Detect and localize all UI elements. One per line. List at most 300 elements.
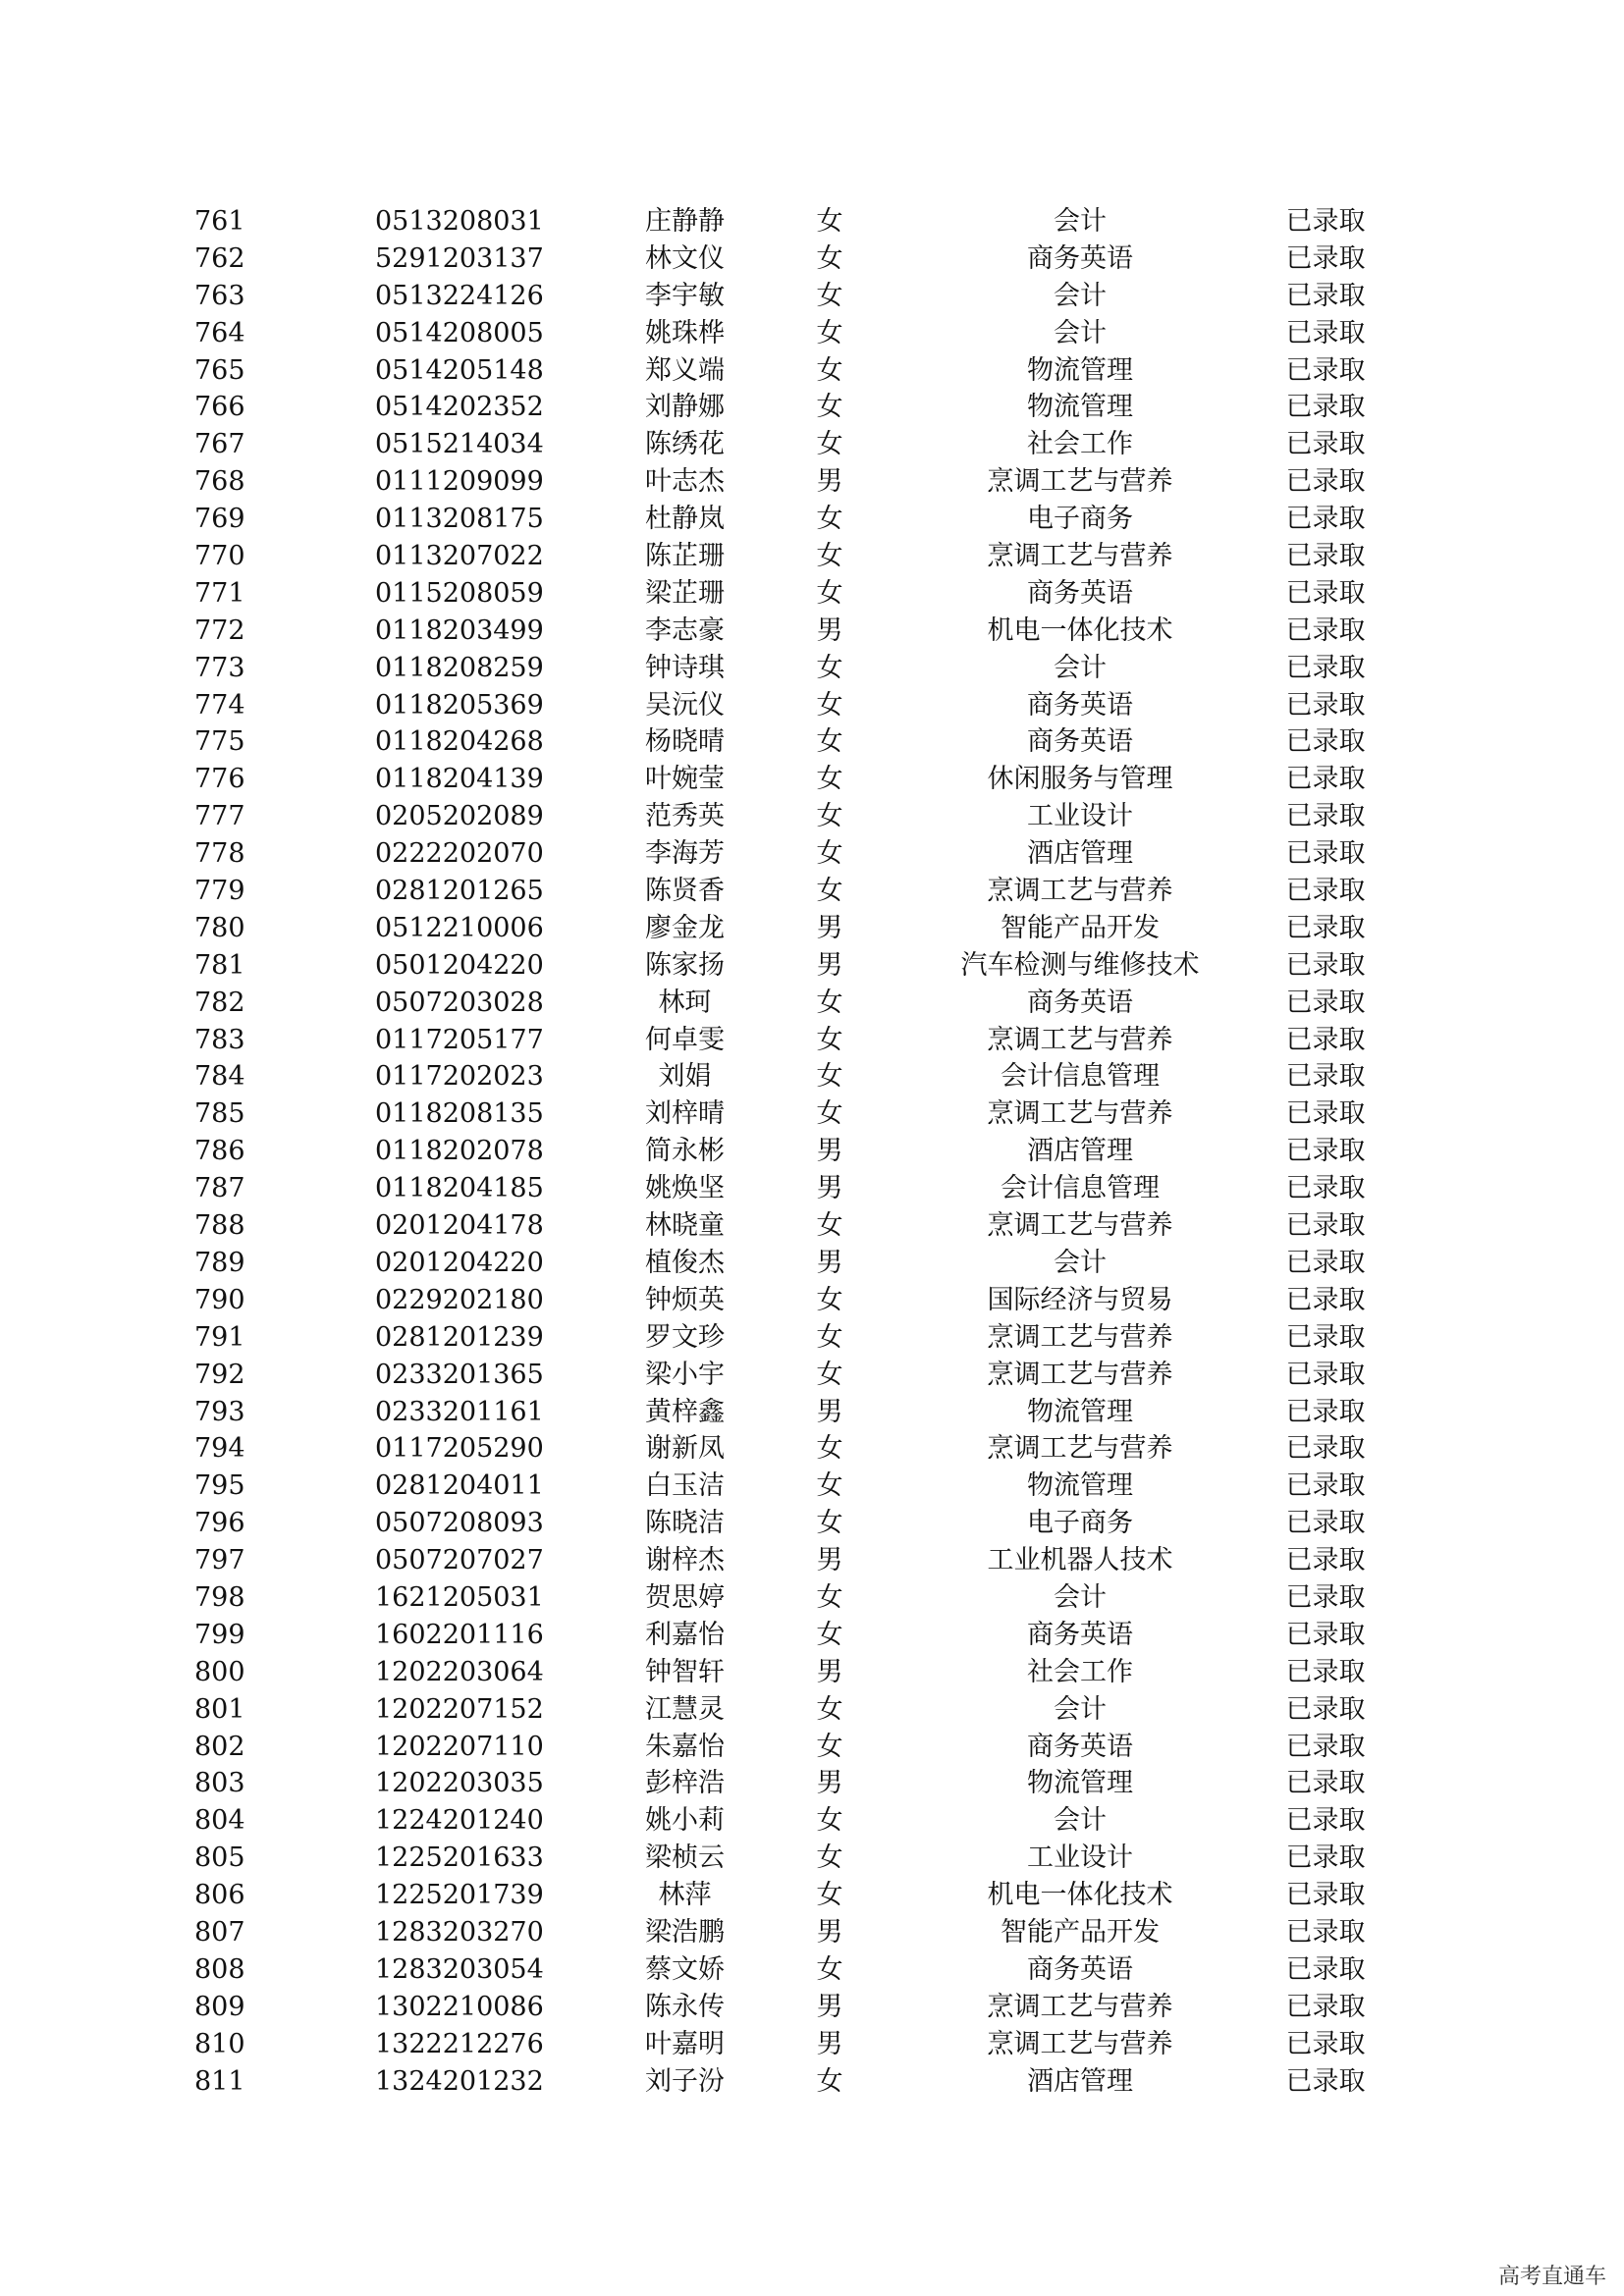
candidate-id: 0515214034 bbox=[375, 429, 544, 460]
student-name: 李宇敏 bbox=[645, 280, 725, 311]
admission-status: 已录取 bbox=[1285, 838, 1366, 870]
table-row bbox=[0, 2026, 1624, 2063]
student-name: 何卓雯 bbox=[645, 1024, 725, 1055]
gender: 女 bbox=[816, 1805, 843, 1837]
major-name: 电子商务 bbox=[1027, 504, 1133, 535]
student-name: 黄梓鑫 bbox=[645, 1396, 725, 1427]
gender: 男 bbox=[816, 1136, 843, 1167]
admission-status: 已录取 bbox=[1285, 429, 1366, 460]
admission-status: 已录取 bbox=[1285, 1321, 1366, 1353]
candidate-id: 0281204011 bbox=[375, 1470, 544, 1502]
row-number: 766 bbox=[194, 392, 245, 423]
gender: 女 bbox=[816, 392, 843, 423]
table-row bbox=[0, 723, 1624, 761]
table-row bbox=[0, 240, 1624, 278]
major-name: 商务英语 bbox=[1027, 1953, 1133, 1985]
admission-status: 已录取 bbox=[1285, 2028, 1366, 2059]
student-name: 江慧灵 bbox=[645, 1693, 725, 1725]
admission-status: 已录取 bbox=[1285, 764, 1366, 795]
gender: 男 bbox=[816, 912, 843, 943]
admission-status: 已录取 bbox=[1285, 242, 1366, 274]
student-name: 贺思婷 bbox=[645, 1581, 725, 1613]
candidate-id: 0281201239 bbox=[375, 1321, 544, 1353]
gender: 女 bbox=[816, 504, 843, 535]
gender: 女 bbox=[816, 764, 843, 795]
row-number: 793 bbox=[194, 1396, 245, 1427]
major-name: 烹调工艺与营养 bbox=[987, 466, 1173, 498]
row-number: 794 bbox=[194, 1433, 245, 1465]
table-row bbox=[0, 1802, 1624, 1840]
row-number: 774 bbox=[194, 689, 245, 721]
row-number: 772 bbox=[194, 614, 245, 646]
student-name: 植俊杰 bbox=[645, 1247, 725, 1278]
candidate-id: 1225201633 bbox=[375, 1842, 544, 1874]
candidate-id: 5291203137 bbox=[375, 242, 544, 274]
student-name: 刘娟 bbox=[658, 1061, 712, 1093]
row-number: 808 bbox=[194, 1953, 245, 1985]
table-row bbox=[0, 315, 1624, 352]
table-row bbox=[0, 1840, 1624, 1877]
student-name: 彭梓浩 bbox=[645, 1768, 725, 1799]
row-number: 777 bbox=[194, 801, 245, 832]
row-number: 778 bbox=[194, 838, 245, 870]
admission-status: 已录取 bbox=[1285, 1953, 1366, 1985]
candidate-id: 0281201265 bbox=[375, 876, 544, 907]
major-name: 烹调工艺与营养 bbox=[987, 1991, 1173, 2022]
candidate-id: 1225201739 bbox=[375, 1880, 544, 1911]
row-number: 797 bbox=[194, 1545, 245, 1576]
row-number: 804 bbox=[194, 1805, 245, 1837]
row-number: 767 bbox=[194, 429, 245, 460]
gender: 女 bbox=[816, 429, 843, 460]
row-number: 809 bbox=[194, 1991, 245, 2022]
table-row bbox=[0, 1505, 1624, 1542]
admission-status: 已录取 bbox=[1285, 1098, 1366, 1130]
gender: 女 bbox=[816, 1693, 843, 1725]
major-name: 会计信息管理 bbox=[1001, 1173, 1160, 1204]
candidate-id: 0111209099 bbox=[375, 466, 544, 498]
row-number: 764 bbox=[194, 317, 245, 348]
student-name: 利嘉怡 bbox=[645, 1619, 725, 1650]
admission-status: 已录取 bbox=[1285, 987, 1366, 1018]
major-name: 会计 bbox=[1054, 317, 1107, 348]
table-row bbox=[0, 947, 1624, 985]
admission-list-table bbox=[0, 203, 1624, 2100]
major-name: 会计 bbox=[1054, 1247, 1107, 1278]
candidate-id: 0514202352 bbox=[375, 392, 544, 423]
table-row bbox=[0, 501, 1624, 538]
admission-status: 已录取 bbox=[1285, 1581, 1366, 1613]
gender: 男 bbox=[816, 949, 843, 981]
gender: 女 bbox=[816, 1284, 843, 1315]
student-name: 朱嘉怡 bbox=[645, 1731, 725, 1762]
table-row bbox=[0, 203, 1624, 240]
major-name: 社会工作 bbox=[1027, 1656, 1133, 1687]
major-name: 商务英语 bbox=[1027, 242, 1133, 274]
table-row bbox=[0, 538, 1624, 575]
gender: 女 bbox=[816, 1061, 843, 1093]
row-number: 775 bbox=[194, 726, 245, 758]
row-number: 806 bbox=[194, 1880, 245, 1911]
admission-status: 已录取 bbox=[1285, 317, 1366, 348]
candidate-id: 0513208031 bbox=[375, 206, 544, 237]
admission-status: 已录取 bbox=[1285, 912, 1366, 943]
row-number: 802 bbox=[194, 1731, 245, 1762]
candidate-id: 0118208259 bbox=[375, 652, 544, 683]
table-row bbox=[0, 1245, 1624, 1282]
gender: 女 bbox=[816, 838, 843, 870]
row-number: 790 bbox=[194, 1284, 245, 1315]
row-number: 800 bbox=[194, 1656, 245, 1687]
student-name: 陈家扬 bbox=[645, 949, 725, 981]
gender: 女 bbox=[816, 1470, 843, 1502]
student-name: 林晓童 bbox=[645, 1210, 725, 1242]
table-row bbox=[0, 1357, 1624, 1394]
gender: 女 bbox=[816, 1210, 843, 1242]
row-number: 785 bbox=[194, 1098, 245, 1130]
major-name: 休闲服务与管理 bbox=[987, 764, 1173, 795]
table-row bbox=[0, 1729, 1624, 1766]
major-name: 物流管理 bbox=[1027, 392, 1133, 423]
candidate-id: 0115208059 bbox=[375, 577, 544, 609]
table-row bbox=[0, 1914, 1624, 1951]
gender: 男 bbox=[816, 1396, 843, 1427]
major-name: 酒店管理 bbox=[1027, 838, 1133, 870]
row-number: 807 bbox=[194, 1916, 245, 1948]
major-name: 会计 bbox=[1054, 1693, 1107, 1725]
gender: 女 bbox=[816, 1433, 843, 1465]
candidate-id: 0201204178 bbox=[375, 1210, 544, 1242]
table-row bbox=[0, 1394, 1624, 1431]
gender: 女 bbox=[816, 726, 843, 758]
candidate-id: 0512210006 bbox=[375, 912, 544, 943]
student-name: 钟诗琪 bbox=[645, 652, 725, 683]
major-name: 物流管理 bbox=[1027, 1396, 1133, 1427]
student-name: 钟烦英 bbox=[645, 1284, 725, 1315]
gender: 男 bbox=[816, 1916, 843, 1948]
admission-status: 已录取 bbox=[1285, 1433, 1366, 1465]
major-name: 社会工作 bbox=[1027, 429, 1133, 460]
admission-status: 已录取 bbox=[1285, 1656, 1366, 1687]
admission-status: 已录取 bbox=[1285, 1805, 1366, 1837]
admission-status: 已录取 bbox=[1285, 280, 1366, 311]
candidate-id: 1202203035 bbox=[375, 1768, 544, 1799]
admission-status: 已录取 bbox=[1285, 1210, 1366, 1242]
table-row bbox=[0, 873, 1624, 910]
student-name: 谢新凤 bbox=[645, 1433, 725, 1465]
table-row bbox=[0, 1765, 1624, 1802]
candidate-id: 0514205148 bbox=[375, 354, 544, 386]
candidate-id: 0233201161 bbox=[375, 1396, 544, 1427]
row-number: 765 bbox=[194, 354, 245, 386]
major-name: 工业设计 bbox=[1027, 801, 1133, 832]
admission-status: 已录取 bbox=[1285, 1768, 1366, 1799]
candidate-id: 1224201240 bbox=[375, 1805, 544, 1837]
candidate-id: 0113208175 bbox=[375, 504, 544, 535]
student-name: 陈贤香 bbox=[645, 876, 725, 907]
row-number: 787 bbox=[194, 1173, 245, 1204]
candidate-id: 0513224126 bbox=[375, 280, 544, 311]
table-row bbox=[0, 650, 1624, 687]
table-row bbox=[0, 1654, 1624, 1691]
row-number: 803 bbox=[194, 1768, 245, 1799]
row-number: 762 bbox=[194, 242, 245, 274]
major-name: 烹调工艺与营养 bbox=[987, 1359, 1173, 1390]
candidate-id: 1621205031 bbox=[375, 1581, 544, 1613]
gender: 女 bbox=[816, 317, 843, 348]
student-name: 林萍 bbox=[658, 1880, 712, 1911]
major-name: 机电一体化技术 bbox=[987, 614, 1173, 646]
major-name: 物流管理 bbox=[1027, 1768, 1133, 1799]
student-name: 杨晓晴 bbox=[645, 726, 725, 758]
student-name: 林文仪 bbox=[645, 242, 725, 274]
table-row bbox=[0, 1170, 1624, 1207]
gender: 女 bbox=[816, 206, 843, 237]
table-row bbox=[0, 687, 1624, 724]
major-name: 物流管理 bbox=[1027, 1470, 1133, 1502]
candidate-id: 0118205369 bbox=[375, 689, 544, 721]
gender: 女 bbox=[816, 801, 843, 832]
table-row bbox=[0, 278, 1624, 315]
row-number: 783 bbox=[194, 1024, 245, 1055]
row-number: 776 bbox=[194, 764, 245, 795]
table-row bbox=[0, 1579, 1624, 1617]
student-name: 谢梓杰 bbox=[645, 1545, 725, 1576]
student-name: 刘梓晴 bbox=[645, 1098, 725, 1130]
gender: 女 bbox=[816, 689, 843, 721]
major-name: 商务英语 bbox=[1027, 689, 1133, 721]
gender: 女 bbox=[816, 280, 843, 311]
gender: 女 bbox=[816, 652, 843, 683]
admission-status: 已录取 bbox=[1285, 1173, 1366, 1204]
admission-status: 已录取 bbox=[1285, 1136, 1366, 1167]
student-name: 陈永传 bbox=[645, 1991, 725, 2022]
candidate-id: 0113207022 bbox=[375, 541, 544, 572]
candidate-id: 1202203064 bbox=[375, 1656, 544, 1687]
student-name: 李海芳 bbox=[645, 838, 725, 870]
student-name: 刘子汾 bbox=[645, 2065, 725, 2097]
student-name: 叶嘉明 bbox=[645, 2028, 725, 2059]
candidate-id: 0205202089 bbox=[375, 801, 544, 832]
table-row bbox=[0, 910, 1624, 947]
table-row bbox=[0, 761, 1624, 798]
row-number: 810 bbox=[194, 2028, 245, 2059]
candidate-id: 0118204185 bbox=[375, 1173, 544, 1204]
table-row bbox=[0, 613, 1624, 650]
admission-status: 已录取 bbox=[1285, 1693, 1366, 1725]
gender: 女 bbox=[816, 1880, 843, 1911]
gender: 女 bbox=[816, 577, 843, 609]
table-row bbox=[0, 1617, 1624, 1654]
candidate-id: 0501204220 bbox=[375, 949, 544, 981]
row-number: 771 bbox=[194, 577, 245, 609]
major-name: 烹调工艺与营养 bbox=[987, 1210, 1173, 1242]
admission-status: 已录取 bbox=[1285, 577, 1366, 609]
candidate-id: 1324201232 bbox=[375, 2065, 544, 2097]
major-name: 智能产品开发 bbox=[1001, 1916, 1160, 1948]
candidate-id: 0222202070 bbox=[375, 838, 544, 870]
student-name: 陈芷珊 bbox=[645, 541, 725, 572]
admission-status: 已录取 bbox=[1285, 1470, 1366, 1502]
major-name: 烹调工艺与营养 bbox=[987, 1433, 1173, 1465]
major-name: 酒店管理 bbox=[1027, 1136, 1133, 1167]
student-name: 梁浩鹏 bbox=[645, 1916, 725, 1948]
table-row bbox=[0, 1691, 1624, 1729]
admission-status: 已录取 bbox=[1285, 689, 1366, 721]
admission-status: 已录取 bbox=[1285, 2065, 1366, 2097]
gender: 女 bbox=[816, 876, 843, 907]
admission-status: 已录取 bbox=[1285, 206, 1366, 237]
major-name: 工业机器人技术 bbox=[987, 1545, 1173, 1576]
candidate-id: 0118202078 bbox=[375, 1136, 544, 1167]
admission-status: 已录取 bbox=[1285, 949, 1366, 981]
row-number: 770 bbox=[194, 541, 245, 572]
admission-status: 已录取 bbox=[1285, 1842, 1366, 1874]
student-name: 吴沅仪 bbox=[645, 689, 725, 721]
admission-status: 已录取 bbox=[1285, 1247, 1366, 1278]
student-name: 李志豪 bbox=[645, 614, 725, 646]
candidate-id: 0507203028 bbox=[375, 987, 544, 1018]
gender: 男 bbox=[816, 2028, 843, 2059]
candidate-id: 0118208135 bbox=[375, 1098, 544, 1130]
row-number: 784 bbox=[194, 1061, 245, 1093]
major-name: 商务英语 bbox=[1027, 726, 1133, 758]
watermark-text: 高考直通车 bbox=[1497, 2265, 1606, 2289]
candidate-id: 1283203054 bbox=[375, 1953, 544, 1985]
gender: 女 bbox=[816, 1024, 843, 1055]
row-number: 801 bbox=[194, 1693, 245, 1725]
table-row bbox=[0, 2063, 1624, 2101]
gender: 男 bbox=[816, 614, 843, 646]
major-name: 工业设计 bbox=[1027, 1842, 1133, 1874]
row-number: 779 bbox=[194, 876, 245, 907]
row-number: 798 bbox=[194, 1581, 245, 1613]
student-name: 梁小宇 bbox=[645, 1359, 725, 1390]
student-name: 林珂 bbox=[658, 987, 712, 1018]
major-name: 商务英语 bbox=[1027, 987, 1133, 1018]
gender: 女 bbox=[816, 1731, 843, 1762]
table-row bbox=[0, 1542, 1624, 1579]
major-name: 会计 bbox=[1054, 1805, 1107, 1837]
admission-status: 已录取 bbox=[1285, 1991, 1366, 2022]
student-name: 白玉洁 bbox=[645, 1470, 725, 1502]
student-name: 杜静岚 bbox=[645, 504, 725, 535]
gender: 女 bbox=[816, 354, 843, 386]
table-row bbox=[0, 389, 1624, 426]
table-row bbox=[0, 352, 1624, 390]
candidate-id: 0507208093 bbox=[375, 1508, 544, 1539]
student-name: 梁桢云 bbox=[645, 1842, 725, 1874]
table-row bbox=[0, 1282, 1624, 1319]
candidate-id: 1302210086 bbox=[375, 1991, 544, 2022]
student-name: 范秀英 bbox=[645, 801, 725, 832]
gender: 女 bbox=[816, 1953, 843, 1985]
student-name: 姚焕坚 bbox=[645, 1173, 725, 1204]
major-name: 国际经济与贸易 bbox=[987, 1284, 1173, 1315]
major-name: 烹调工艺与营养 bbox=[987, 876, 1173, 907]
student-name: 郑义端 bbox=[645, 354, 725, 386]
candidate-id: 0117205290 bbox=[375, 1433, 544, 1465]
table-row bbox=[0, 798, 1624, 835]
table-row bbox=[0, 426, 1624, 463]
table-row bbox=[0, 1468, 1624, 1505]
gender: 女 bbox=[816, 987, 843, 1018]
gender: 女 bbox=[816, 1321, 843, 1353]
admission-status: 已录取 bbox=[1285, 1396, 1366, 1427]
gender: 女 bbox=[816, 1098, 843, 1130]
row-number: 792 bbox=[194, 1359, 245, 1390]
student-name: 梁芷珊 bbox=[645, 577, 725, 609]
candidate-id: 0118204139 bbox=[375, 764, 544, 795]
table-row bbox=[0, 1319, 1624, 1357]
admission-status: 已录取 bbox=[1285, 1545, 1366, 1576]
row-number: 768 bbox=[194, 466, 245, 498]
gender: 男 bbox=[816, 466, 843, 498]
major-name: 会计 bbox=[1054, 1581, 1107, 1613]
major-name: 汽车检测与维修技术 bbox=[960, 949, 1200, 981]
candidate-id: 0118203499 bbox=[375, 614, 544, 646]
admission-status: 已录取 bbox=[1285, 392, 1366, 423]
candidate-id: 0507207027 bbox=[375, 1545, 544, 1576]
candidate-id: 0229202180 bbox=[375, 1284, 544, 1315]
admission-status: 已录取 bbox=[1285, 1880, 1366, 1911]
major-name: 烹调工艺与营养 bbox=[987, 2028, 1173, 2059]
major-name: 会计信息管理 bbox=[1001, 1061, 1160, 1093]
major-name: 物流管理 bbox=[1027, 354, 1133, 386]
major-name: 商务英语 bbox=[1027, 577, 1133, 609]
admission-status: 已录取 bbox=[1285, 1024, 1366, 1055]
student-name: 姚小莉 bbox=[645, 1805, 725, 1837]
table-row bbox=[0, 1989, 1624, 2026]
gender: 男 bbox=[816, 1247, 843, 1278]
major-name: 商务英语 bbox=[1027, 1619, 1133, 1650]
student-name: 刘静娜 bbox=[645, 392, 725, 423]
row-number: 805 bbox=[194, 1842, 245, 1874]
row-number: 788 bbox=[194, 1210, 245, 1242]
gender: 男 bbox=[816, 1656, 843, 1687]
admission-status: 已录取 bbox=[1285, 1731, 1366, 1762]
student-name: 简永彬 bbox=[645, 1136, 725, 1167]
table-row bbox=[0, 1877, 1624, 1914]
student-name: 陈绣花 bbox=[645, 429, 725, 460]
major-name: 会计 bbox=[1054, 652, 1107, 683]
gender: 女 bbox=[816, 1359, 843, 1390]
admission-status: 已录取 bbox=[1285, 1619, 1366, 1650]
table-row bbox=[0, 575, 1624, 613]
student-name: 罗文珍 bbox=[645, 1321, 725, 1353]
candidate-id: 1322212276 bbox=[375, 2028, 544, 2059]
admission-status: 已录取 bbox=[1285, 466, 1366, 498]
gender: 女 bbox=[816, 242, 843, 274]
admission-status: 已录取 bbox=[1285, 614, 1366, 646]
student-name: 叶志杰 bbox=[645, 466, 725, 498]
admission-status: 已录取 bbox=[1285, 354, 1366, 386]
row-number: 799 bbox=[194, 1619, 245, 1650]
student-name: 叶婉莹 bbox=[645, 764, 725, 795]
candidate-id: 1602201116 bbox=[375, 1619, 544, 1650]
student-name: 钟智轩 bbox=[645, 1656, 725, 1687]
admission-status: 已录取 bbox=[1285, 1061, 1366, 1093]
table-row bbox=[0, 1207, 1624, 1245]
row-number: 761 bbox=[194, 206, 245, 237]
admission-status: 已录取 bbox=[1285, 801, 1366, 832]
gender: 女 bbox=[816, 1581, 843, 1613]
table-row bbox=[0, 1133, 1624, 1170]
row-number: 782 bbox=[194, 987, 245, 1018]
row-number: 795 bbox=[194, 1470, 245, 1502]
student-name: 陈晓洁 bbox=[645, 1508, 725, 1539]
admission-status: 已录取 bbox=[1285, 1508, 1366, 1539]
